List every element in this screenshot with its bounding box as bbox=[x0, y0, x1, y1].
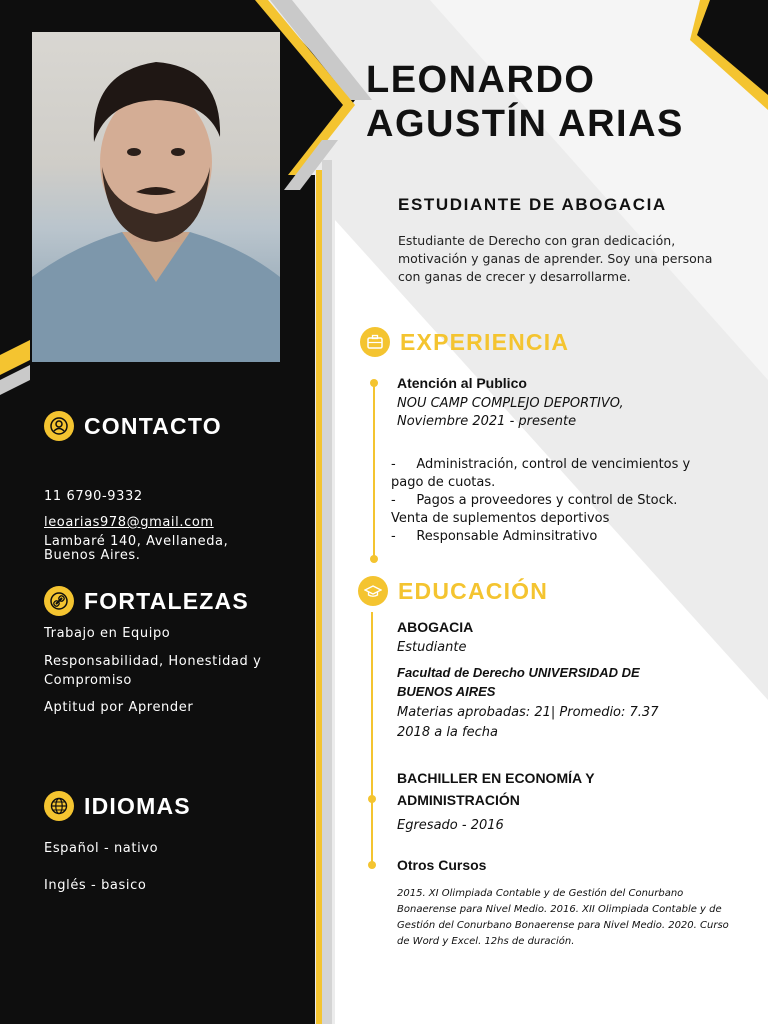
languages-section-header bbox=[44, 791, 191, 821]
contact-phone: 11 6790-9332 bbox=[44, 489, 143, 504]
timeline-dot bbox=[368, 795, 376, 803]
duty-line: - Pagos a proveedores y control de Stock. bbox=[391, 493, 678, 508]
duty-line: - Administración, control de vencimientos y bbox=[391, 457, 691, 472]
education-section-header bbox=[358, 576, 548, 606]
degree1-title: ABOGACIA bbox=[397, 619, 474, 635]
language-item: Español - nativo bbox=[44, 841, 159, 856]
degree2-line2: ADMINISTRACIÓN bbox=[397, 792, 520, 808]
profile-summary: Estudiante de Derecho con gran dedicación, motivación y ganas de aprender. Soy una persona con ganas de crecer y desarrollarme. bbox=[398, 233, 713, 284]
contact-email-wrap bbox=[44, 514, 214, 531]
language-item: Inglés - basico bbox=[44, 878, 147, 893]
briefcase-icon bbox=[360, 327, 390, 357]
school1-line2: BUENOS AIRES bbox=[397, 684, 496, 699]
graduation-cap-icon bbox=[358, 576, 388, 606]
strengths-section-header bbox=[44, 586, 249, 616]
degree1-status: Estudiante bbox=[397, 640, 467, 655]
name-line1: LEONARDO bbox=[366, 59, 596, 101]
duty-line: Venta de suplementos deportivos bbox=[391, 511, 610, 526]
school1-line1: Facultad de Derecho UNIVERSIDAD DE bbox=[397, 665, 640, 680]
school1-period: 2018 a la fecha bbox=[397, 725, 498, 740]
person-portrait-icon bbox=[32, 32, 280, 362]
duty-line: pago de cuotas. bbox=[391, 475, 496, 490]
job-title: Atención al Publico bbox=[397, 375, 527, 391]
experience-timeline bbox=[373, 382, 375, 560]
strength-item: Responsabilidad, Honestidad y bbox=[44, 654, 262, 669]
full-name bbox=[366, 58, 746, 146]
degree2-status: Egresado - 2016 bbox=[397, 818, 504, 833]
timeline-dot bbox=[370, 379, 378, 387]
education-timeline bbox=[371, 612, 373, 867]
duty-line: - Responsable Adminsitrativo bbox=[391, 529, 598, 544]
other-courses-text: 2015. XI Olimpiada Contable y de Gestión del Conurbano Bonaerense para Nivel Medio. 2016. XII Olimpiada Contable y de Gestión del Conurbano Bonaerense para Nivel Medio. 2020. Curso de Word y Excel. 12hs de duración. bbox=[397, 888, 729, 947]
experience-title: EXPERIENCIA bbox=[400, 328, 570, 355]
contact-title: CONTACTO bbox=[84, 412, 222, 439]
strength-item: Compromiso bbox=[44, 673, 132, 688]
contact-address-line1: Lambaré 140, Avellaneda, bbox=[44, 534, 229, 549]
contact-email-link[interactable]: leoarias978@gmail.com bbox=[44, 515, 214, 530]
user-icon bbox=[44, 411, 74, 441]
job-duties bbox=[391, 456, 731, 546]
globe-icon bbox=[44, 791, 74, 821]
school1-stats: Materias aprobadas: 21| Promedio: 7.37 bbox=[397, 705, 659, 720]
degree2-line1: BACHILLER EN ECONOMÍA Y bbox=[397, 770, 595, 786]
job-period: Noviembre 2021 - presente bbox=[397, 414, 577, 429]
education-title: EDUCACIÓN bbox=[398, 577, 549, 604]
experience-section-header bbox=[360, 327, 569, 357]
strengths-title: FORTALEZAS bbox=[84, 587, 249, 614]
timeline-dot bbox=[368, 861, 376, 869]
strength-item: Trabajo en Equipo bbox=[44, 626, 171, 641]
job-role: ESTUDIANTE DE ABOGACIA bbox=[398, 195, 667, 214]
job-company: NOU CAMP COMPLEJO DEPORTIVO, bbox=[397, 396, 624, 411]
strength-item: Aptitud por Aprender bbox=[44, 700, 194, 715]
timeline-dot bbox=[370, 555, 378, 563]
name-line2: AGUSTÍN ARIAS bbox=[366, 103, 684, 145]
profile-photo bbox=[32, 32, 280, 362]
other-courses-title: Otros Cursos bbox=[397, 857, 487, 873]
contact-section-header bbox=[44, 411, 222, 441]
link-icon bbox=[44, 586, 74, 616]
languages-title: IDIOMAS bbox=[84, 792, 191, 819]
contact-address-line2: Buenos Aires. bbox=[44, 548, 141, 563]
